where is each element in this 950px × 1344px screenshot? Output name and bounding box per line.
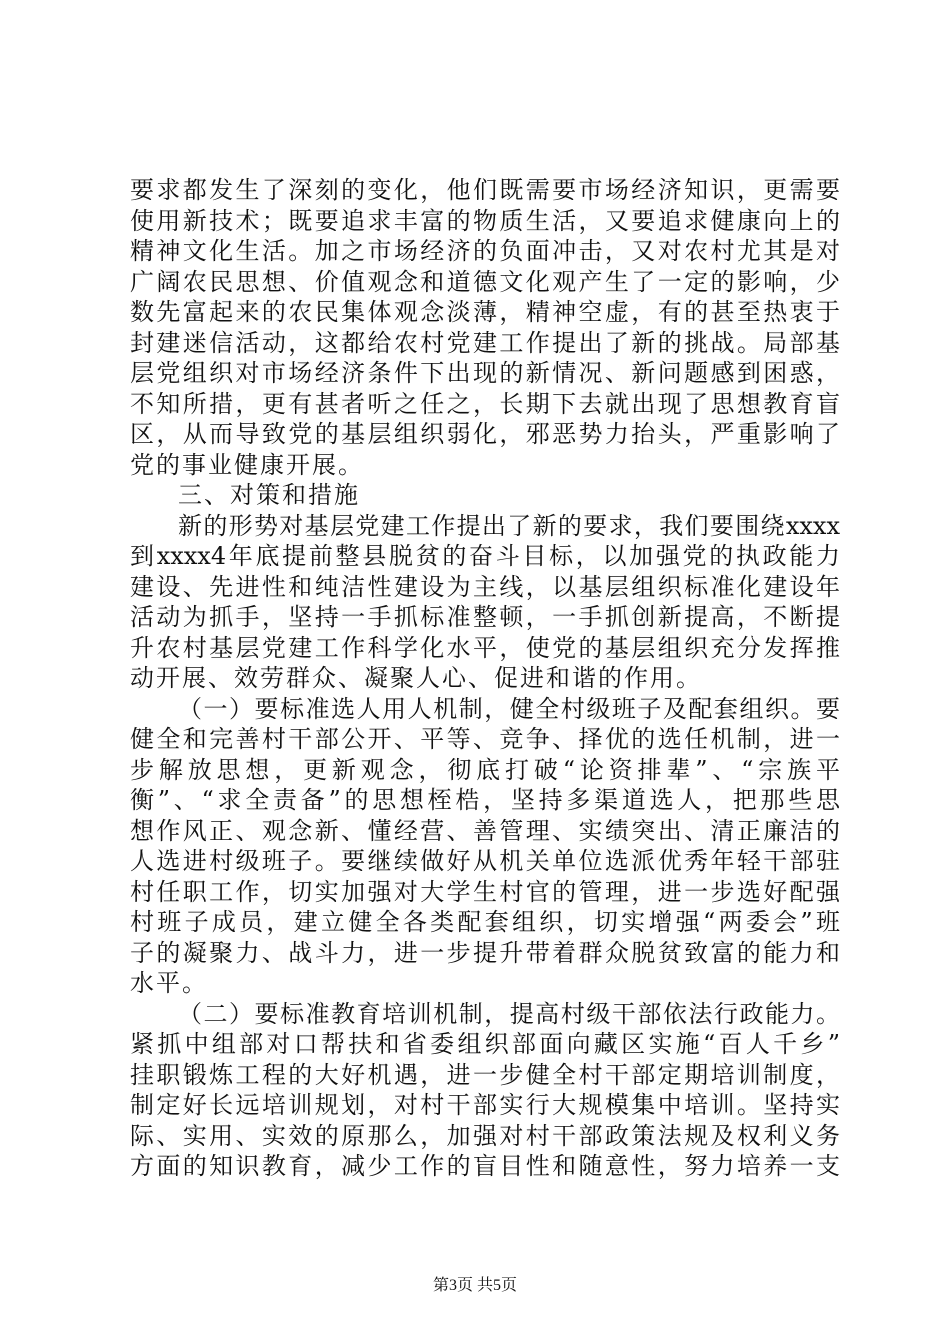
text-line: 紧抓中组部对口帮扶和省委组织部面向藏区实施“百人千乡” — [130, 1030, 840, 1058]
text-line: 村任职工作，切实加强对大学生村官的管理，进一步选好配强 — [130, 877, 840, 906]
text-line: 广阔农民思想、价值观念和道德文化观产生了一定的影响，少 — [130, 267, 840, 296]
text-line: 数先富起来的农民集体观念淡薄，精神空虚，有的甚至热衷于 — [130, 298, 840, 326]
text-line: 层党组织对市场经济条件下出现的新情况、新问题感到困惑， — [130, 359, 840, 387]
text-line: 党的事业健康开展。 — [130, 450, 364, 479]
text-line: 使用新技术；既要追求丰富的物质生活，又要追求健康向上的 — [130, 206, 840, 235]
text-line: 活动为抓手，坚持一手抓标准整顿，一手抓创新提高，不断提 — [130, 603, 840, 631]
page-number-footer: 第3页 共5页 — [432, 1277, 517, 1294]
text-line: 挂职锻炼工程的大好机遇，进一步健全村干部定期培训制度， — [130, 1060, 840, 1089]
text-line: 封建迷信活动，这都给农村党建工作提出了新的挑战。局部基 — [130, 328, 840, 357]
text-line: 制定好长远培训规划，对村干部实行大规模集中培训。坚持实 — [130, 1091, 840, 1119]
text-line: （一）要标准选人用人机制，健全村级班子及配套组织。要 — [178, 694, 840, 723]
text-line: 到xxxx4年底提前整县脱贫的奋斗目标，以加强党的执政能力 — [130, 542, 840, 570]
text-line: 村班子成员，建立健全各类配套组织，切实增强“两委会”班 — [130, 908, 840, 936]
text-line: 人选进村级班子。要继续做好从机关单位选派优秀年轻干部驻 — [130, 847, 840, 875]
text-line: 想作风正、观念新、懂经营、善管理、实绩突出、清正廉洁的 — [130, 816, 840, 845]
text-line: （二）要标准教育培训机制，提高村级干部依法行政能力。 — [178, 999, 840, 1028]
text-line: 要求都发生了深刻的变化，他们既需要市场经济知识，更需要 — [130, 176, 840, 204]
text-line: 际、实用、实效的原那么，加强对村干部政策法规及权利义务 — [130, 1121, 840, 1150]
text-line: 衡”、“求全责备”的思想桎梏，坚持多渠道选人，把那些思 — [130, 786, 840, 814]
text-line: 精神文化生活。加之市场经济的负面冲击，又对农村尤其是对 — [130, 237, 840, 265]
text-line: 新的形势对基层党建工作提出了新的要求，我们要围绕xxxx — [178, 511, 840, 540]
text-line: 子的凝聚力、战斗力，进一步提升带着群众脱贫致富的能力和 — [130, 938, 840, 967]
text-line: 动开展、效劳群众、凝聚人心、促进和谐的作用。 — [130, 664, 702, 692]
text-line: 方面的知识教育，减少工作的盲目性和随意性，努力培养一支 — [130, 1152, 840, 1180]
text-line: 区，从而导致党的基层组织弱化，邪恶势力抬头，严重影响了 — [130, 420, 840, 448]
text-line: 健全和完善村干部公开、平等、竞争、择优的选任机制，进一 — [130, 725, 840, 753]
document-body — [130, 175, 840, 1182]
text-line: 步解放思想，更新观念，彻底打破“论资排辈”、“宗族平 — [130, 755, 840, 784]
text-line: 升农村基层党建工作科学化水平，使党的基层组织充分发挥推 — [130, 633, 840, 662]
section-heading: 三、对策和措施 — [178, 481, 360, 509]
text-line: 不知所措，更有甚者听之任之，长期下去就出现了思想教育盲 — [130, 389, 840, 418]
text-line: 建设、先进性和纯洁性建设为主线，以基层组织标准化建设年 — [130, 572, 840, 601]
text-line: 水平。 — [130, 969, 208, 997]
